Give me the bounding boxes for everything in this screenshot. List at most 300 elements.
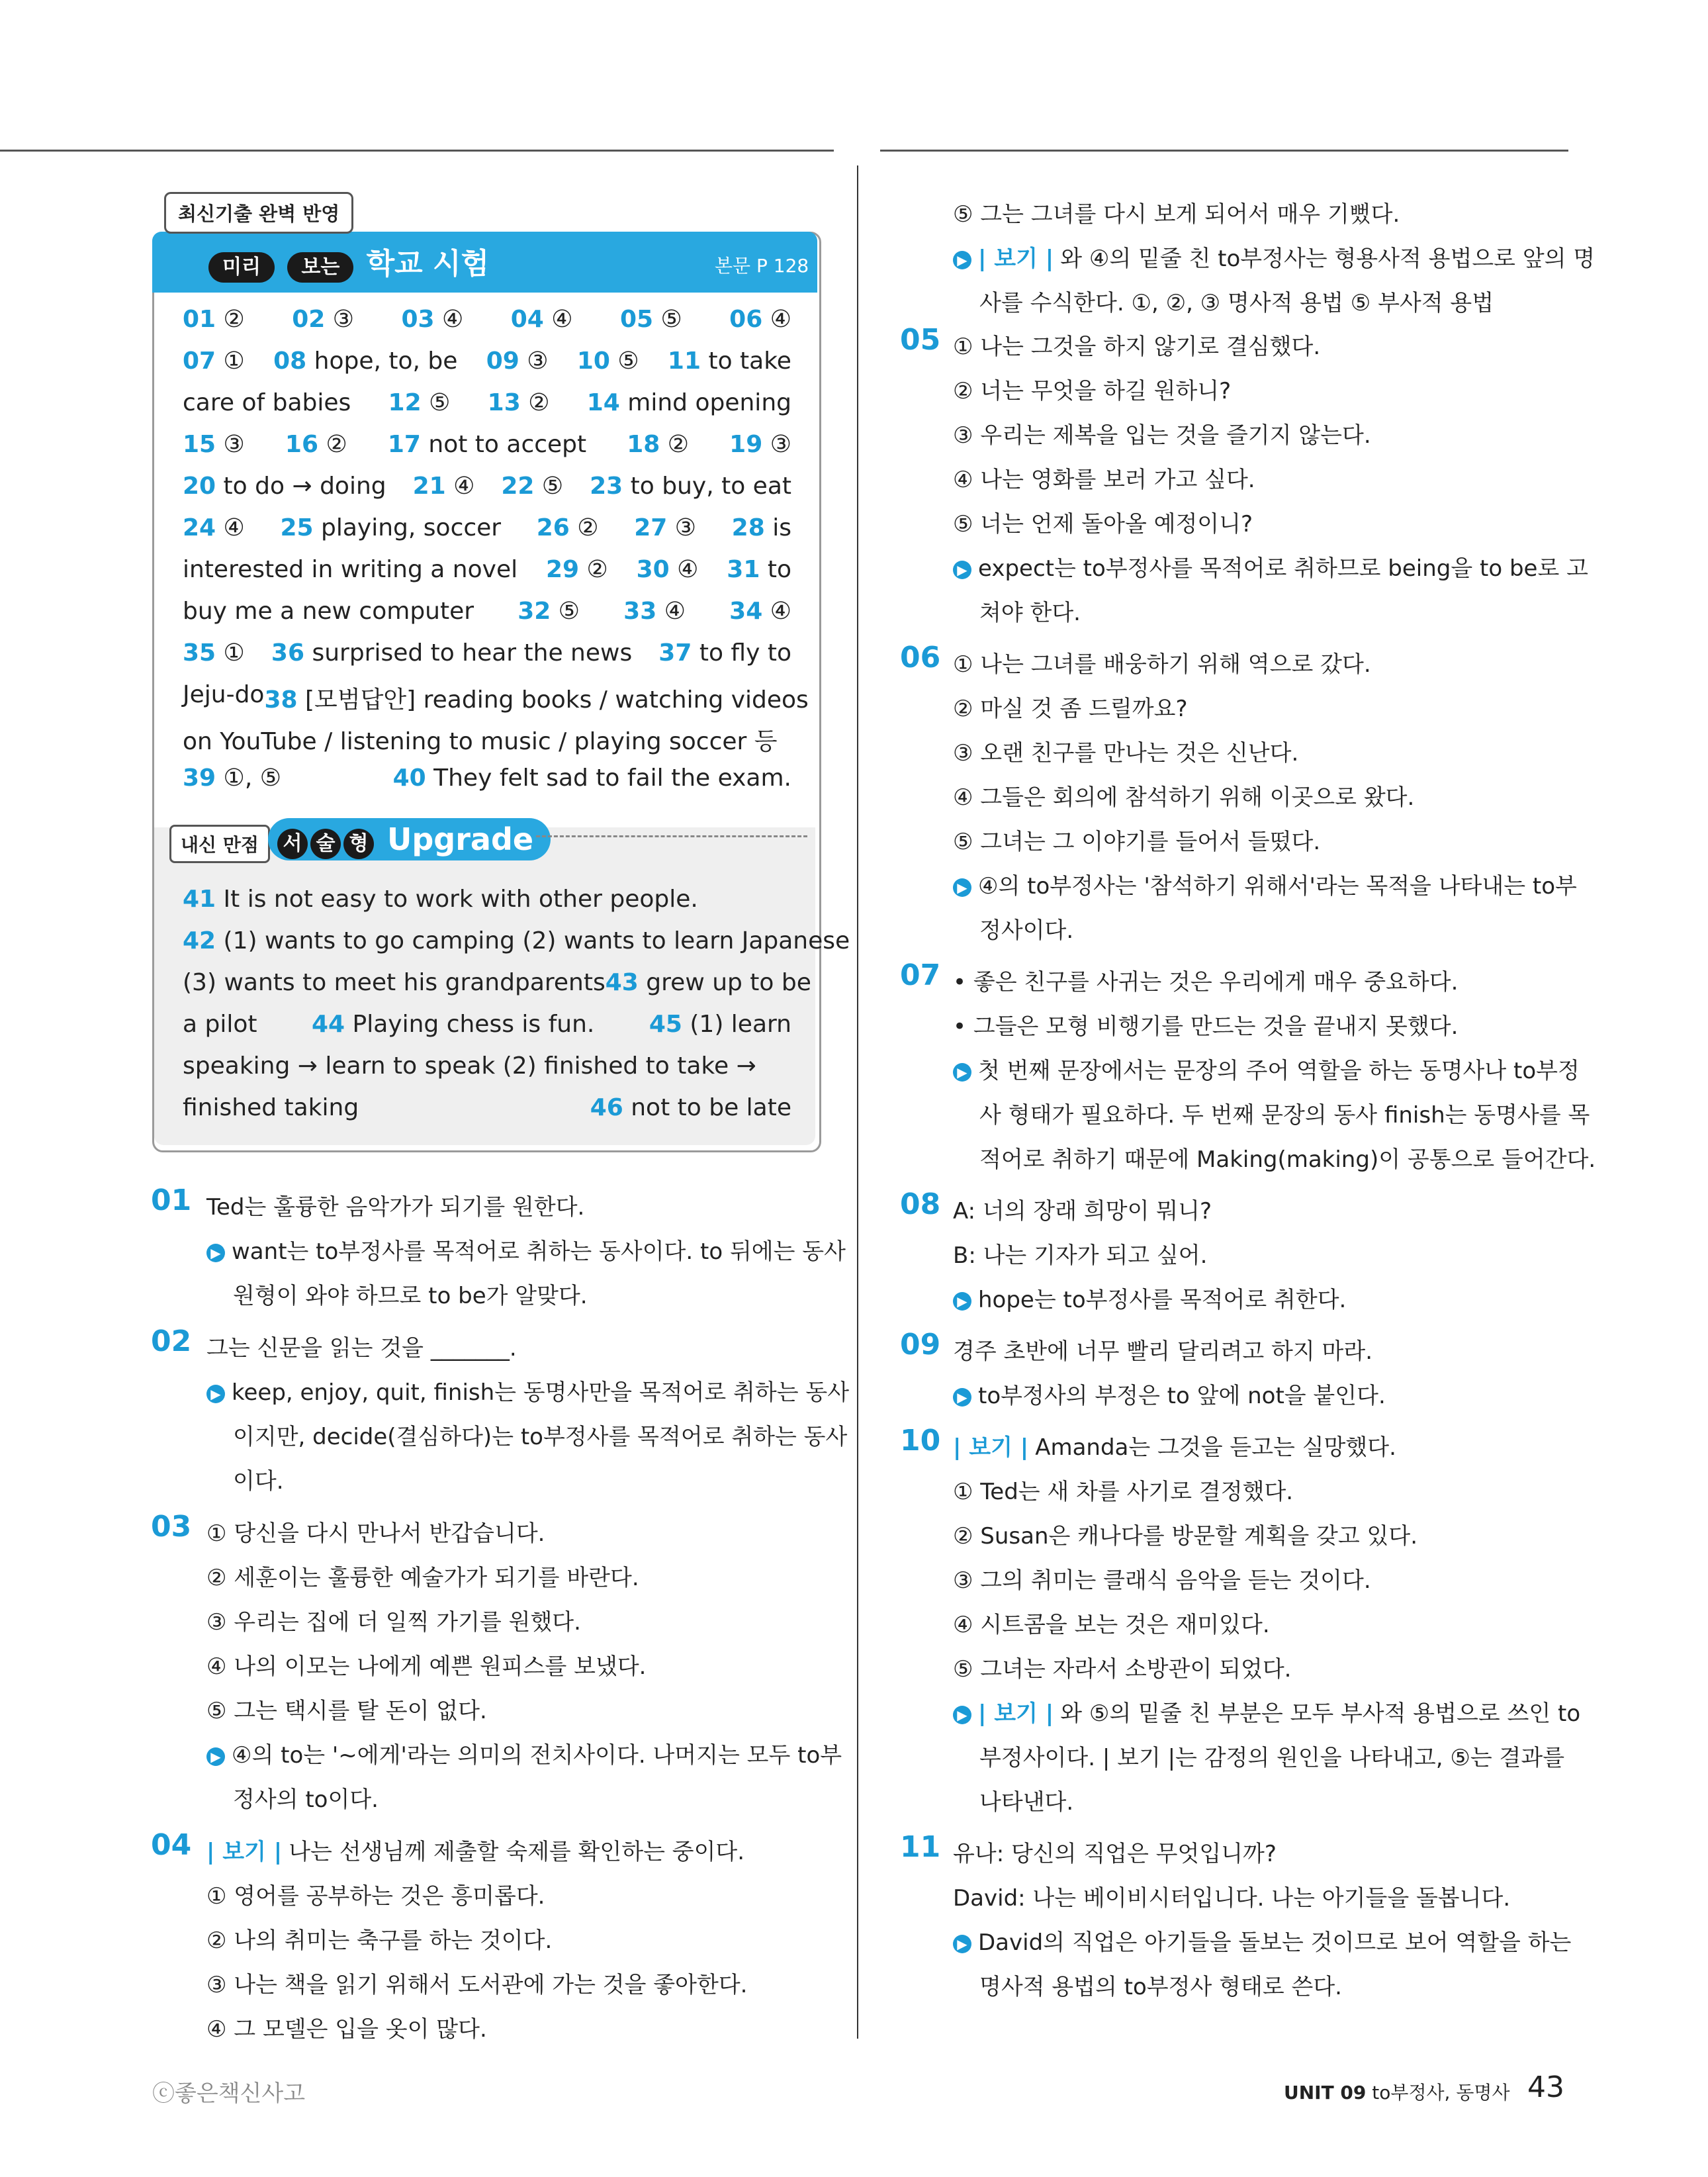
answer-number: 10 — [576, 347, 610, 375]
answer-number: 27 — [634, 514, 668, 541]
explanation-text: 적어로 취하기 때문에 Making(making)이 공통으로 들어간다. — [979, 1146, 1596, 1173]
upgrade-row — [183, 886, 791, 913]
explanation-line — [206, 1559, 639, 1592]
answer-text: surprised to hear the news — [304, 639, 633, 667]
answer-text: ③ — [216, 431, 245, 458]
explanation-text: ④의 to는 '~에게'라는 의미의 전치사이다. 나머지는 모두 to부 — [232, 1742, 842, 1769]
explanation-line — [979, 1097, 1590, 1129]
explanation-text: 정사의 to이다. — [233, 1786, 379, 1813]
question-number: 08 — [900, 1187, 941, 1221]
answer-item — [183, 639, 245, 667]
answer-text: ② — [318, 431, 347, 458]
answer-text: ④ — [445, 473, 475, 500]
page-reference: 본문 P 128 — [715, 255, 809, 277]
answer-number: 15 — [183, 431, 216, 458]
explanation-text: 부정사이다. | 보기 |는 감정의 원인을 나타내고, ⑤는 결과를 — [979, 1745, 1565, 1771]
answer-item — [537, 514, 599, 541]
answer-number: 34 — [729, 598, 763, 625]
answer-row — [183, 681, 809, 715]
explanation-line — [979, 285, 1494, 317]
question-number: 10 — [900, 1424, 941, 1458]
explanation-text: ③ 나는 책을 읽기 위해서 도서관에 가는 것을 좋아한다. — [206, 1972, 748, 1998]
answer-number: 06 — [729, 306, 763, 333]
answer-number: 07 — [183, 347, 216, 375]
upgrade-number: 42 — [183, 927, 216, 954]
explanation-line — [206, 1604, 581, 1636]
explanation-line — [206, 1515, 545, 1548]
answer-row — [183, 723, 791, 757]
upgrade-pill: 서 — [277, 829, 308, 859]
explanation-text: ⑤ 너는 언제 돌아올 예정이니? — [953, 511, 1253, 537]
explanation-text: 사 형태가 필요하다. 두 번째 문장의 동사 finish는 동명사를 목 — [979, 1102, 1590, 1129]
answer-text: ①, ⑤ — [216, 764, 281, 792]
explanation-line — [953, 1651, 1292, 1683]
explanation-text: B: 나는 기자가 되고 싶어. — [953, 1242, 1208, 1269]
explanation-line — [953, 240, 1595, 273]
explanation-line — [953, 1377, 1386, 1410]
explanation-text: ⑤ 그녀는 자라서 소방관이 되었다. — [953, 1656, 1292, 1683]
answer-item — [627, 431, 689, 458]
explanation-line — [233, 1463, 284, 1495]
answer-number: 19 — [729, 431, 763, 458]
explanation-text: ③ 우리는 제복을 입는 것을 즐기지 않는다. — [953, 422, 1371, 449]
arrow-right-circle-icon: ▶ — [953, 561, 971, 579]
answer-number: 04 — [510, 306, 544, 333]
explanation-line — [953, 1880, 1510, 1912]
answer-item — [183, 473, 386, 500]
answer-number: 05 — [619, 306, 654, 333]
answer-item — [388, 431, 586, 458]
answer-text: care of babies — [183, 389, 351, 416]
upgrade-number: 43 — [605, 969, 639, 996]
answer-number: 32 — [517, 598, 551, 625]
explanation-text: 이지만, decide(결심하다)는 to부정사를 목적어로 취하는 동사 — [233, 1424, 848, 1450]
explanation-line — [953, 1281, 1346, 1314]
explanation-text: ② 나의 취미는 축구를 하는 것이다. — [206, 1927, 553, 1954]
answer-row — [183, 514, 791, 541]
answer-item — [183, 681, 264, 715]
explanation-line — [953, 1695, 1580, 1728]
answer-text: hope, to, be — [306, 347, 458, 375]
upgrade-item — [183, 969, 606, 996]
answer-number: 02 — [292, 306, 326, 333]
explanation-text: hope는 to부정사를 목적어로 취한다. — [978, 1287, 1347, 1313]
explanation-line — [206, 1233, 846, 1266]
explanation-line — [206, 1330, 517, 1362]
unit-title: to부정사, 동명사 — [1366, 2082, 1510, 2104]
answer-text: ④ — [656, 598, 686, 625]
answer-number: 29 — [545, 556, 580, 583]
explanation-line — [953, 779, 1414, 811]
answer-item — [273, 347, 457, 375]
question-number: 05 — [900, 323, 941, 357]
explanation-text: ④ 시트콤을 보는 것은 재미있다. — [953, 1612, 1270, 1638]
answer-text: ④ — [762, 306, 791, 333]
answer-item — [634, 514, 696, 541]
answer-number: 39 — [183, 764, 216, 792]
explanation-line — [953, 1237, 1207, 1270]
upgrade-item — [183, 1094, 359, 1121]
explanation-text: 나는 선생님께 제출할 숙제를 확인하는 중이다. — [289, 1839, 745, 1865]
explanation-line — [953, 196, 1400, 228]
answer-item — [401, 306, 463, 333]
explanation-text: ② Susan은 캐나다를 방문할 계획을 갖고 있다. — [953, 1523, 1418, 1550]
explanation-text: ④ 그 모델은 입을 옷이 많다. — [206, 2016, 487, 2043]
upgrade-text: not to be late — [623, 1094, 791, 1121]
answer-text: ⑤ — [421, 389, 451, 416]
upgrade-text: It is not easy to work with other people. — [216, 886, 698, 913]
upgrade-item — [183, 886, 698, 913]
answer-number: 14 — [586, 389, 620, 416]
answer-item — [183, 306, 245, 333]
answer-number: 37 — [658, 639, 692, 667]
explanation-text: ① 나는 그것을 하지 않기로 결심했다. — [953, 334, 1321, 360]
explanation-text: David: 나는 베이비시터입니다. 나는 아기들을 돌봅니다. — [953, 1885, 1511, 1912]
explanation-text: ① 나는 그녀를 배웅하기 위해 역으로 갔다. — [953, 651, 1371, 678]
answer-text: ① — [216, 347, 245, 375]
explanation-line — [953, 1052, 1580, 1085]
preview-title-text: 학교 시험 — [366, 247, 489, 281]
explanation-text: 그는 신문을 읽는 것을 _______. — [206, 1335, 517, 1362]
dashed-divider — [536, 835, 807, 837]
answer-number: 01 — [183, 306, 216, 333]
unit-label — [1284, 2078, 1510, 2105]
answer-text: Jeju-do — [183, 681, 265, 708]
explanation-line — [953, 1473, 1293, 1506]
answer-number: 12 — [388, 389, 422, 416]
explanation-line — [953, 506, 1253, 538]
answer-item — [183, 514, 245, 541]
answer-number: 13 — [487, 389, 521, 416]
answer-number: 36 — [271, 639, 304, 667]
explanation-text: ④ 그들은 회의에 참석하기 위해 이곳으로 왔다. — [953, 784, 1415, 811]
upgrade-pill: 형 — [343, 829, 374, 859]
answer-text: to fly to — [692, 639, 791, 667]
page-number: 43 — [1527, 2070, 1564, 2104]
explanation-text: 원형이 와야 하므로 to be가 알맞다. — [233, 1283, 588, 1309]
explanation-line — [206, 1374, 849, 1407]
explanation-line — [979, 1969, 1342, 2001]
answer-item — [413, 473, 475, 500]
arrow-right-circle-icon: ▶ — [953, 1388, 971, 1407]
upgrade-row — [183, 1094, 791, 1121]
answer-item — [183, 723, 778, 757]
explanation-line — [953, 328, 1320, 361]
answer-text: ⑤ — [551, 598, 580, 625]
answer-text: ④ — [216, 514, 245, 541]
explanation-line — [206, 1648, 646, 1681]
explanation-line — [979, 1141, 1596, 1174]
answer-text: ③ — [667, 514, 697, 541]
answer-item — [183, 389, 351, 416]
explanation-text: ② 너는 무엇을 하길 원하니? — [953, 378, 1232, 404]
answer-text: to buy, to eat — [623, 473, 791, 500]
explanation-text: ⑤ 그는 택시를 탈 돈이 없다. — [206, 1698, 487, 1724]
answer-item — [280, 514, 501, 541]
answer-item — [264, 681, 808, 715]
answer-text: buy me a new computer — [183, 598, 474, 625]
answer-item — [183, 556, 517, 583]
explanation-text: ① 당신을 다시 만나서 반갑습니다. — [206, 1520, 545, 1547]
explanation-line — [953, 1193, 1212, 1225]
explanation-text: ③ 그의 취미는 클래식 음악을 듣는 것이다. — [953, 1567, 1371, 1594]
answer-number: 30 — [636, 556, 670, 583]
answer-row — [183, 389, 791, 416]
explanation-text: 사를 수식한다. ①, ②, ③ 명사적 용법 ⑤ 부사적 용법 — [979, 290, 1494, 316]
answer-row — [183, 473, 791, 500]
explanation-line — [233, 1418, 847, 1451]
answer-number: 28 — [731, 514, 765, 541]
answer-row — [183, 639, 791, 667]
explanation-text: expect는 to부정사를 목적어로 취하므로 being을 to be로 고 — [978, 555, 1588, 582]
upgrade-item — [183, 1011, 257, 1038]
explanation-text: ① 영어를 공부하는 것은 흥미롭다. — [206, 1883, 545, 1910]
upgrade-row — [183, 1011, 791, 1038]
answer-item — [285, 431, 347, 458]
answer-row — [183, 431, 791, 458]
explanation-text: 정사이다. — [979, 917, 1074, 944]
explanation-line — [233, 1781, 379, 1814]
answer-number: 24 — [183, 514, 216, 541]
upgrade-number: 41 — [183, 886, 216, 913]
upgrade-title — [268, 818, 551, 860]
explanation-text: 쳐야 한다. — [979, 600, 1081, 626]
explanation-line — [206, 1833, 744, 1866]
explanation-text: 와 ⑤의 밑줄 친 부분은 모두 부사적 용법으로 쓰인 to — [1060, 1700, 1581, 1727]
explanation-text: ⑤ 그녀는 그 이야기를 들어서 들떴다. — [953, 829, 1321, 855]
answer-item — [727, 556, 791, 583]
answer-text: to — [760, 556, 791, 583]
answer-item — [517, 598, 580, 625]
answer-text: ① — [216, 639, 245, 667]
explanation-line — [206, 2011, 487, 2043]
question-number: 07 — [900, 958, 941, 992]
answer-text: ② — [579, 556, 608, 583]
answer-item — [668, 347, 791, 375]
arrow-right-circle-icon: ▶ — [953, 1292, 971, 1311]
upgrade-row — [183, 969, 811, 996]
preview-pill: 보는 — [287, 252, 353, 283]
explanation-line — [979, 912, 1073, 945]
explanation-line — [979, 594, 1081, 627]
explanation-line — [953, 1429, 1396, 1461]
explanation-text: ② 세훈이는 훌륭한 예술가가 되기를 바란다. — [206, 1565, 639, 1591]
answer-number: 03 — [401, 306, 435, 333]
answer-number: 18 — [627, 431, 660, 458]
upgrade-text: finished taking — [183, 1094, 359, 1121]
answer-number: 31 — [727, 556, 760, 583]
upgrade-row — [183, 927, 850, 954]
question-number: 04 — [151, 1828, 192, 1862]
explanation-text: 첫 번째 문장에서는 문장의 주어 역할을 하는 동명사나 to부정 — [978, 1058, 1580, 1084]
explanation-text: Ted는 훌륭한 음악가가 되기를 원한다. — [206, 1194, 585, 1221]
explanation-text: 유나: 당신의 직업은 무엇입니까? — [953, 1841, 1277, 1867]
explanation-text: to부정사의 부정은 to 앞에 not을 붙인다. — [978, 1383, 1386, 1409]
explanation-line — [953, 1835, 1277, 1868]
answer-number: 17 — [387, 431, 421, 458]
upgrade-pill: 술 — [310, 829, 341, 859]
answer-row — [183, 764, 791, 792]
answer-number: 09 — [486, 347, 519, 375]
answer-number: 40 — [392, 764, 426, 792]
top-frame-left — [0, 150, 834, 152]
answer-row — [183, 347, 791, 375]
explanation-text: 와 ④의 밑줄 친 to부정사는 형용사적 용법으로 앞의 명 — [1060, 246, 1596, 272]
answer-item — [183, 764, 281, 792]
copyright: ⓒ좋은책신사고 — [152, 2080, 306, 2107]
bogi-label: | 보기 | — [206, 1839, 283, 1865]
answer-text: to take — [701, 347, 791, 375]
answer-text: playing, soccer — [313, 514, 502, 541]
explanation-text: ③ 오랜 친구를 만나는 것은 신난다. — [953, 740, 1299, 766]
answer-item — [637, 556, 699, 583]
answer-item — [271, 639, 632, 667]
upgrade-item — [649, 1011, 791, 1038]
column-divider — [857, 165, 858, 2039]
explanation-text: ② 마실 것 좀 드릴까요? — [953, 696, 1188, 722]
answer-text: interested in writing a novel — [183, 556, 518, 583]
explanation-text: ⑤ 그는 그녀를 다시 보게 되어서 매우 기뻤다. — [953, 201, 1400, 228]
upgrade-text: grew up to be — [638, 969, 811, 996]
answer-item — [183, 347, 245, 375]
bogi-label: | 보기 | — [978, 1700, 1054, 1727]
answer-text: mind opening — [619, 389, 791, 416]
explanation-line — [953, 1606, 1270, 1639]
answer-number: 21 — [412, 473, 446, 500]
upgrade-item — [183, 927, 850, 954]
arrow-right-circle-icon: ▶ — [953, 1063, 971, 1082]
answer-number: 20 — [183, 473, 216, 500]
explanation-text: 나타낸다. — [979, 1789, 1074, 1816]
upgrade-title-text: Upgrade — [387, 821, 534, 857]
explanation-text: A: 너의 장래 희망이 뭐니? — [953, 1198, 1212, 1225]
answer-number: 23 — [590, 473, 623, 500]
answer-number: 11 — [667, 347, 701, 375]
answer-item — [587, 389, 791, 416]
answer-item — [623, 598, 686, 625]
upgrade-row — [183, 1052, 791, 1080]
answer-number: 25 — [280, 514, 314, 541]
answer-text: ③ — [325, 306, 355, 333]
answer-number: 26 — [536, 514, 570, 541]
answer-text: is — [764, 514, 791, 541]
answer-number: 35 — [183, 639, 216, 667]
explanation-line — [206, 1878, 545, 1910]
upgrade-text: (1) wants to go camping (2) wants to learn Japanese — [216, 927, 850, 954]
preview-pill: 미리 — [208, 252, 275, 283]
answer-number: 33 — [623, 598, 657, 625]
answer-text: to do → doing — [216, 473, 386, 500]
arrow-right-circle-icon: ▶ — [953, 1935, 971, 1953]
explanation-line — [953, 373, 1231, 405]
answer-item — [292, 306, 354, 333]
arrow-right-circle-icon: ▶ — [953, 878, 971, 897]
answer-row — [183, 306, 791, 333]
latest-exam-tag: 최신기출 완벽 반영 — [164, 192, 353, 234]
answer-item — [501, 473, 563, 500]
upgrade-text: (3) wants to meet his grandparents — [183, 969, 606, 996]
answer-text: ③ — [519, 347, 549, 375]
upgrade-number: 45 — [649, 1011, 682, 1038]
question-number: 02 — [151, 1324, 192, 1358]
answer-item — [488, 389, 550, 416]
preview-title — [208, 240, 489, 283]
explanation-text: • 그들은 모형 비행기를 만드는 것을 끝내지 못했다. — [953, 1013, 1459, 1040]
explanation-line — [206, 1922, 552, 1955]
answer-item — [729, 598, 791, 625]
explanation-text: ④ 나의 이모는 나에게 예쁜 원피스를 보냈다. — [206, 1653, 647, 1680]
answer-number: 08 — [273, 347, 307, 375]
explanation-line — [979, 1784, 1073, 1816]
answer-text: [모범답안] reading books / watching videos — [297, 686, 809, 714]
answer-text: ④ — [669, 556, 699, 583]
upgrade-item — [606, 969, 811, 996]
explanation-line — [953, 690, 1188, 723]
explanation-text: want는 to부정사를 목적어로 취하는 동사이다. to 뒤에는 동사 — [232, 1238, 846, 1265]
upgrade-number: 44 — [311, 1011, 345, 1038]
explanation-text: ④의 to부정사는 '참석하기 위해서'라는 목적을 나타내는 to부 — [978, 873, 1577, 900]
upgrade-text: (1) learn — [682, 1011, 791, 1038]
answer-number: 38 — [264, 686, 298, 714]
answer-text: not to accept — [420, 431, 587, 458]
answer-item — [732, 514, 791, 541]
explanation-line — [953, 1562, 1371, 1595]
answer-item — [546, 556, 608, 583]
answer-text: ④ — [434, 306, 464, 333]
explanation-line — [953, 550, 1588, 582]
answer-text: ④ — [762, 598, 791, 625]
question-number: 11 — [900, 1830, 941, 1864]
upgrade-item — [590, 1094, 791, 1121]
answer-item — [511, 306, 573, 333]
upgrade-number: 46 — [590, 1094, 623, 1121]
arrow-right-circle-icon: ▶ — [206, 1747, 225, 1766]
question-number: 06 — [900, 641, 941, 674]
answer-text: ② — [569, 514, 599, 541]
explanation-text: keep, enjoy, quit, finish는 동명사만을 목적어로 취하는 동사 — [232, 1379, 850, 1406]
answer-text: They felt sad to fail the exam. — [426, 764, 791, 792]
explanation-text: David의 직업은 아기들을 돌보는 것이므로 보어 역할을 하는 — [978, 1929, 1572, 1956]
answer-item — [590, 473, 791, 500]
explanation-line — [953, 461, 1255, 494]
answer-text: ② — [520, 389, 550, 416]
explanation-text: 이다. — [233, 1468, 284, 1495]
answer-item — [393, 764, 791, 792]
explanation-text: ① Ted는 새 차를 사기로 결정했다. — [953, 1479, 1294, 1505]
explanation-line — [953, 646, 1371, 678]
answer-row — [183, 556, 791, 583]
explanation-text: 경주 초반에 너무 빨리 달리려고 하지 마라. — [953, 1338, 1372, 1365]
answer-item — [577, 347, 639, 375]
upgrade-text: a pilot — [183, 1011, 257, 1038]
arrow-right-circle-icon: ▶ — [206, 1244, 225, 1262]
answer-item — [183, 598, 474, 625]
arrow-right-circle-icon: ▶ — [206, 1385, 225, 1403]
explanation-line — [953, 735, 1298, 767]
explanation-line — [953, 823, 1320, 856]
answer-text: ⑤ — [609, 347, 639, 375]
answer-item — [729, 306, 791, 333]
answer-text: ⑤ — [653, 306, 682, 333]
explanation-line — [206, 1189, 584, 1221]
question-number: 03 — [151, 1510, 192, 1544]
explanation-line — [953, 1333, 1372, 1366]
bogi-label: | 보기 | — [953, 1434, 1029, 1461]
answer-number: 22 — [501, 473, 535, 500]
explanation-text: 명사적 용법의 to부정사 형태로 쓴다. — [979, 1974, 1342, 2000]
explanation-line — [953, 1008, 1458, 1041]
answer-text: ⑤ — [534, 473, 564, 500]
